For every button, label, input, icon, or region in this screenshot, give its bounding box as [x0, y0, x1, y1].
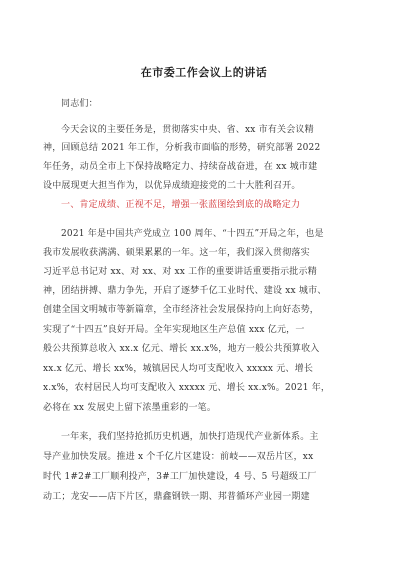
paragraph-line: 今天会议的主要任务是，贯彻落实中央、省、xx 市有关会议精 — [61, 125, 314, 135]
paragraph-line: 一年来，我们坚持抢抓历史机遇，加快打造现代产业新体系。主 — [61, 432, 319, 442]
salutation: 同志们： — [61, 99, 98, 109]
paragraph-line: 神，团结拼搏、鼎力争先，开启了逐梦千亿工业时代、建设 xx 城市、 — [43, 286, 327, 296]
paragraph-line: 导产业加快发展。推进 x 个千亿片区建设：前岐——双岳片区，xx — [43, 452, 314, 462]
paragraph-line: 2021 年是中国共产党成立 100 周年、“十四五”开局之年，也是 — [61, 229, 324, 239]
paragraph-line: 年任务，动员全市上下保持战略定力、持续奋战奋进，在 xx 城市建 — [43, 162, 318, 172]
paragraph-line: 必将在 xx 发展史上留下浓墨重彩的一笔。 — [43, 403, 217, 413]
paragraph-line: 习近平总书记对 xx、对 xx、对 xx 工作的重要讲话重要指示批示精 — [43, 267, 317, 277]
paragraph-line: x.x%，农村居民人均可支配收入 xxxxx 元、增长 xx.x%。2021 年， — [43, 383, 331, 393]
paragraph-line: 设中展现更大担当作为，以优异成绩迎接党的二十大胜利召开。 — [43, 181, 301, 191]
paragraph-line: 实现了“十四五”良好开局。全年实现地区生产总值 xxx 亿元，一 — [43, 325, 305, 335]
paragraph-line: 时代 1#2#工厂顺利投产，3#工厂加快建设，4 号、5 号超级工厂 — [43, 472, 317, 482]
paragraph-line: 动工；龙安——店下片区，鼎鑫钢铁一期、邦普循环产业园一期建 — [43, 492, 310, 502]
paragraph-line: 般公共预算总收入 xx.x 亿元、增长 xx.x%，地方一般公共预算收入 — [43, 344, 320, 354]
paragraph-line: 创建全国文明城市等新篇章，全市经济社会发展保持向上向好态势， — [43, 305, 320, 315]
paragraph-line: xx.x 亿元、增长 xx%，城镇居民人均可支配收入 xxxxx 元、增长 — [43, 364, 314, 374]
paragraph-line: 神，回顾总结 2021 年工作，分析我市面临的形势，研究部署 2022 — [43, 143, 321, 153]
paragraph-line: 我市发展收获满满、硕果累累的一年。这一年，我们深入贯彻落实 — [43, 248, 310, 258]
document-title: 在市委工作会议上的讲话 — [140, 66, 268, 79]
section-heading: 一、肯定成绩、正视不足，增强一张蓝图绘到底的战略定力 — [61, 200, 301, 210]
